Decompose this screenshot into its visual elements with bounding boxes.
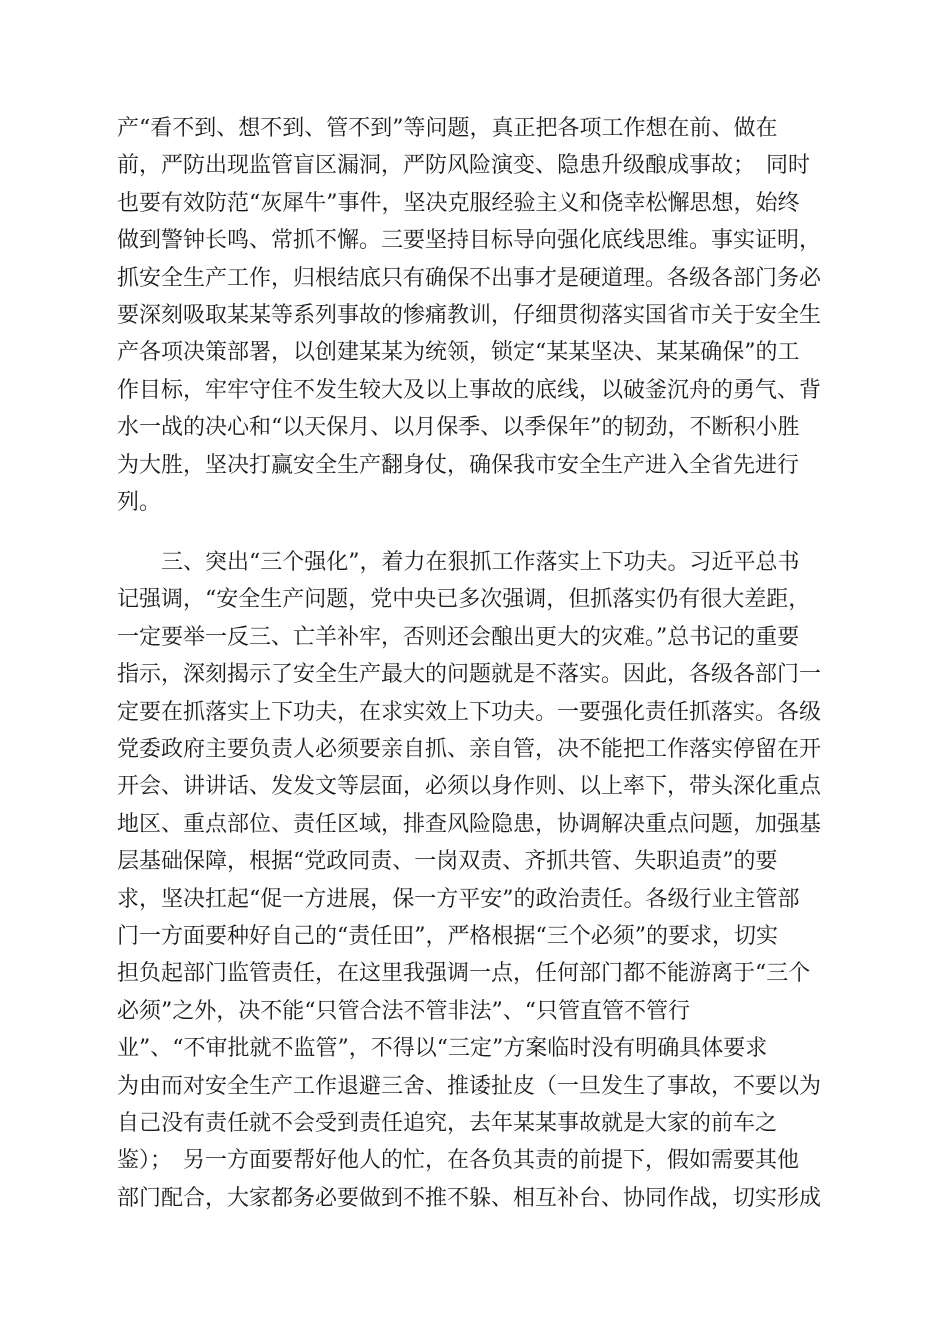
paragraph-2-line: 担负起部门监管责任，在这里我强调一点，任何部门都不能游离于“三个	[117, 961, 811, 986]
paragraph-2-line: 必须”之外，决不能“只管合法不管非法”、“只管直管不管行	[117, 999, 690, 1024]
paragraph-2-line: 自己没有责任就不会受到责任追究，去年某某事故就是大家的前车之	[117, 1111, 778, 1136]
paragraph-1-line: 要深刻吸取某某等系列事故的惨痛教训，仔细贯彻落实国省市关于安全生	[117, 303, 822, 328]
paragraph-2-line: 一定要举一反三、亡羊补牢，否则还会酿出更大的灾难。”总书记的重要	[117, 625, 800, 650]
paragraph-2-line: 地区、重点部位、责任区域，排查风险隐患，协调解决重点问题，加强基	[117, 812, 822, 837]
paragraph-2-line: 定要在抓落实上下功夫，在求实效上下功夫。一要强化责任抓落实。各级	[117, 700, 822, 725]
paragraph-2-line: 业”、“不审批就不监管”，不得以“三定”方案临时没有明确具体要求	[117, 1036, 768, 1061]
paragraph-1-line: 水一战的决心和“以天保月、以月保季、以季保年”的韧劲，不断积小胜	[117, 415, 800, 440]
paragraph-1-line: 抓安全生产工作，归根结底只有确保不出事才是硬道理。各级各部门务必	[117, 266, 822, 291]
paragraph-1-line: 前，严防出现监管盲区漏洞，严防风险演变、隐患升级酿成事故； 同时	[117, 153, 811, 178]
paragraph-1-line: 做到警钟长鸣、常抓不懈。三要坚持目标导向强化底线思维。事实证明，	[117, 228, 822, 253]
paragraph-2-line: 求，坚决扛起“促一方进展，保一方平安”的政治责任。各级行业主管部	[117, 887, 800, 912]
paragraph-2-line: 鉴）； 另一方面要帮好他人的忙，在各负其责的前提下，假如需要其他	[117, 1148, 800, 1173]
paragraph-1-line: 产“看不到、想不到、管不到”等问题，真正把各项工作想在前、做在	[117, 116, 778, 141]
paragraph-2-line: 层基础保障，根据“党政同责、一岗双责、齐抓共管、失职追责”的要	[117, 849, 778, 874]
paragraph-2-line: 记强调，“安全生产问题，党中央已多次强调，但抓落实仍有很大差距，	[117, 587, 811, 612]
paragraph-1-line: 也要有效防范“灰犀牛”事件，坚决克服经验主义和侥幸松懈思想，始终	[117, 191, 800, 216]
paragraph-1-line: 为大胜，坚决打赢安全生产翻身仗，确保我市安全生产进入全省先进行	[117, 453, 800, 478]
paragraph-1-line: 列。	[117, 490, 162, 515]
paragraph-1-line: 作目标，牢牢守住不发生较大及以上事故的底线，以破釜沉舟的勇气、背	[117, 378, 822, 403]
paragraph-2-line: 部门配合，大家都务必要做到不推不躲、相互补台、协同作战，切实形成	[117, 1186, 822, 1211]
paragraph-2-line: 党委政府主要负责人必须要亲自抓、亲自管，决不能把工作落实停留在开	[117, 737, 822, 762]
paragraph-1-line: 产各项决策部署，以创建某某为统领，锁定“某某坚决、某某确保”的工	[117, 340, 800, 365]
paragraph-2-line: 三、突出“三个强化”，着力在狠抓工作落实上下功夫。习近平总书	[117, 550, 800, 575]
paragraph-2-line: 门一方面要种好自己的“责任田”，严格根据“三个必须”的要求，切实	[117, 924, 778, 949]
paragraph-2-line: 为由而对安全生产工作退避三舍、推诿扯皮（一旦发生了事故，不要以为	[117, 1074, 822, 1099]
paragraph-2-line: 开会、讲讲话、发发文等层面，必须以身作则、以上率下，带头深化重点	[117, 774, 822, 799]
paragraph-2-line: 指示，深刻揭示了安全生产最大的问题就是不落实。因此，各级各部门一	[117, 662, 822, 687]
